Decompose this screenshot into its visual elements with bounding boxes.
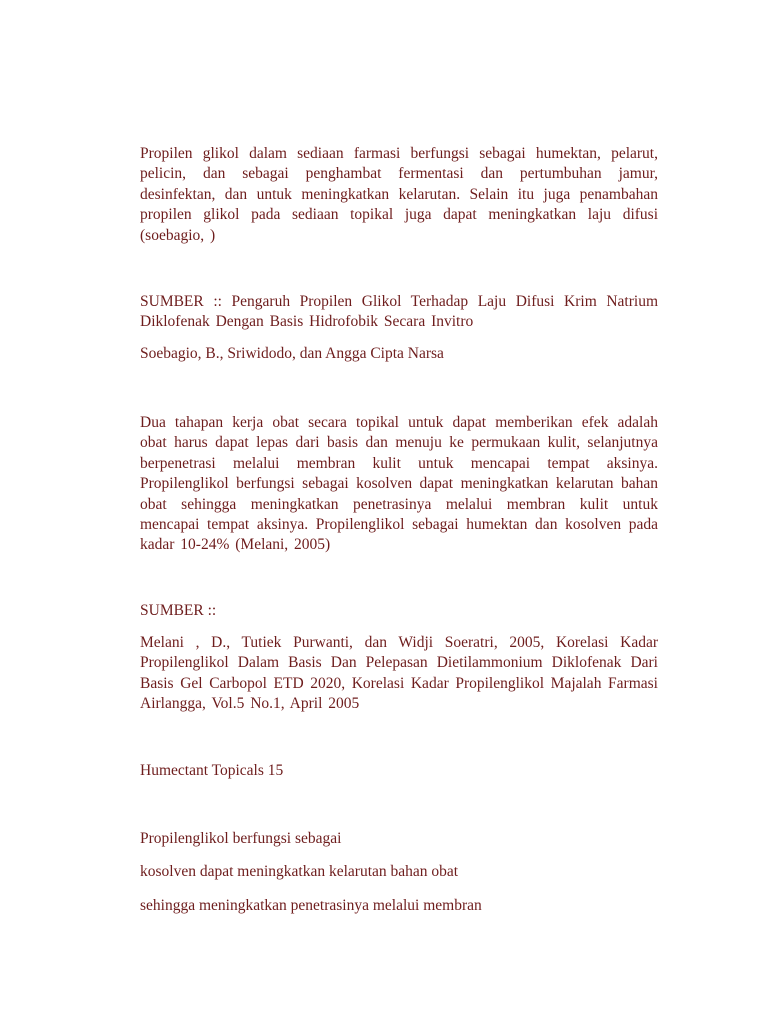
short-line-3: sehingga meningkatkan penetrasinya melalui membran (140, 897, 482, 914)
source-2-label: SUMBER :: (140, 602, 217, 619)
source-1-title: SUMBER :: Pengaruh Propilen Glikol Terhadap Laju Difusi Krim Natrium Diklofenak Dengan Basis Hidrofobik Secara Invitro (140, 293, 658, 331)
paragraph-propilen-glikol: Propilen glikol dalam sediaan farmasi berfungsi sebagai humektan, pelarut, pelicin, dan sebagai penghambat fermentasi dan pertumbuhan jamur, desinfektan, dan untuk meningkatkan kelarutan. Selain itu juga penambahan propilen glikol pada sediaan topikal juga dapat meningkatkan laju difusi (soebagio, ) (140, 145, 658, 244)
source-2-citation: Melani , D., Tutiek Purwanti, dan Widji Soeratri, 2005, Korelasi Kadar Propilenglikol Dalam Basis Dan Pelepasan Dietilammonium Diklofenak Dari Basis Gel Carbopol ETD 2020, Korelasi Kadar Propilenglikol Majalah Farmasi Airlangga, Vol.5 No.1, April 2005 (140, 634, 658, 713)
short-line-1: Propilenglikol berfungsi sebagai (140, 830, 342, 847)
section-heading: Humectant Topicals 15 (140, 762, 284, 779)
paragraph-tahapan-kerja-obat: Dua tahapan kerja obat secara topikal untuk dapat memberikan efek adalah obat harus dapat lepas dari basis dan menuju ke permukaan kulit, selanjutnya berpenetrasi melalui membran kulit untuk mencapai tempat aksinya. Propilenglikol berfungsi sebagai kosolven dapat meningkatkan kelarutan bahan obat sehingga meningkatkan penetrasinya melalui membran kulit untuk mencapai tempat aksinya. Propilenglikol sebagai humektan dan kosolven pada kadar 10-24% (Melani, 2005) (140, 414, 658, 554)
short-line-2: kosolven dapat meningkatkan kelarutan bahan obat (140, 863, 459, 880)
source-1-authors: Soebagio, B., Sriwidodo, dan Angga Cipta Narsa (140, 345, 444, 362)
